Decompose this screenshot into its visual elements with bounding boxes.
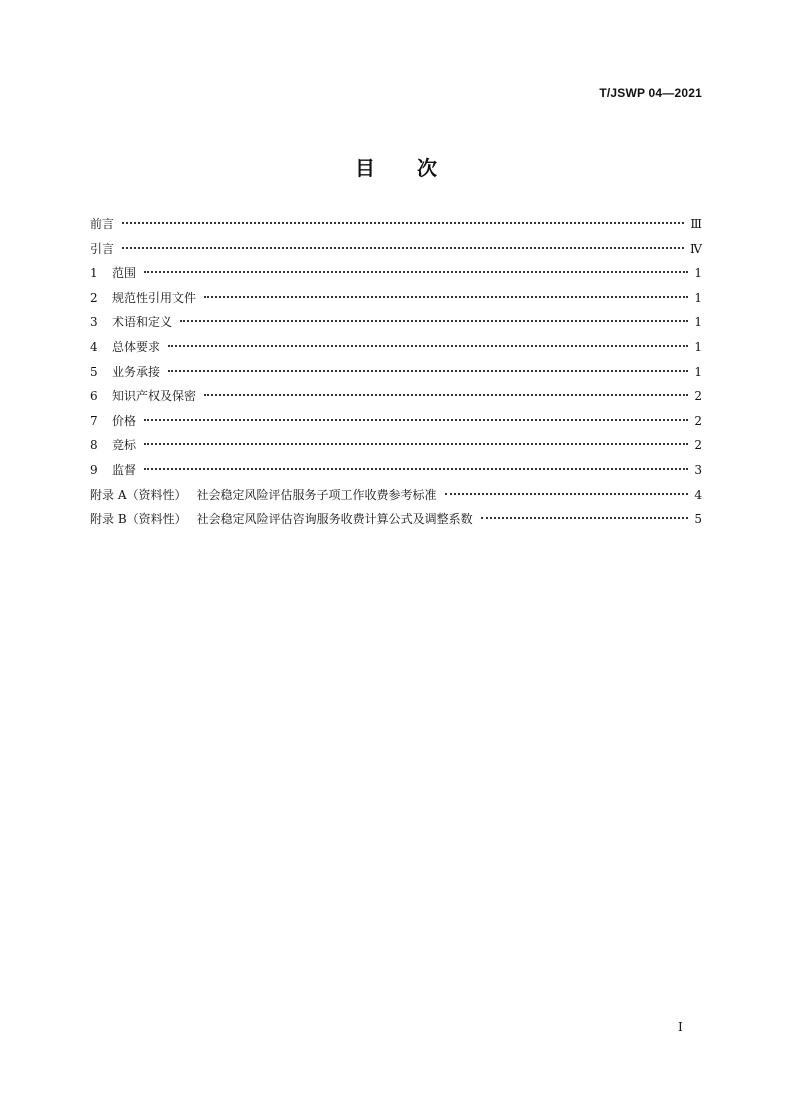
toc-entry-page: 2: [694, 413, 702, 428]
toc-entry-label: [90, 265, 140, 281]
toc-dot-leader: [445, 493, 689, 495]
toc-entry-page: 2: [694, 389, 702, 404]
toc-entry-page: 5: [694, 512, 702, 527]
page-number: I: [678, 1020, 683, 1034]
toc-title: [0, 152, 792, 181]
toc-dot-leader: [481, 517, 688, 519]
toc-entry-page: 4: [694, 487, 702, 502]
toc-entry-number: 9: [90, 462, 98, 477]
toc-entry-text: 价格: [112, 413, 137, 428]
toc-entry-text: 总体要求: [112, 339, 161, 354]
toc-entry-label: [90, 437, 140, 453]
toc-dot-leader: [144, 468, 688, 470]
toc-entry-label: [90, 388, 200, 404]
toc-entry-number: 4: [90, 339, 98, 354]
toc-entry-4[interactable]: [90, 339, 702, 364]
toc-dot-leader: [204, 394, 688, 396]
toc-entry-page: 1: [694, 290, 702, 305]
toc-title-part2: 次: [417, 156, 437, 180]
toc-entry-label: 引言: [90, 241, 115, 256]
toc-entry-label: [90, 339, 164, 355]
toc-entry-label: [90, 511, 477, 527]
toc-entry-page: 1: [694, 339, 702, 354]
toc-entry-text: 社会稳定风险评估咨询服务收费计算公式及调整系数: [196, 512, 473, 527]
toc-entry-number: 3: [90, 315, 98, 330]
toc-entry-label: [90, 413, 140, 429]
toc-entry-2[interactable]: [90, 290, 702, 315]
toc-entry-page: 1: [694, 315, 702, 330]
toc-entry-text: 业务承接: [112, 364, 161, 379]
toc-entry-9[interactable]: [90, 462, 702, 487]
toc-entry-introduction[interactable]: [90, 241, 702, 266]
toc-entry-page: 1: [694, 266, 702, 281]
toc-entry-text: 监督: [112, 462, 137, 477]
toc-entry-number: 8: [90, 438, 98, 453]
toc-dot-leader: [168, 370, 688, 372]
toc-entry-appendix-a[interactable]: [90, 487, 702, 512]
toc-entry-6[interactable]: [90, 388, 702, 413]
toc-entry-number: 6: [90, 389, 98, 404]
toc-entry-1[interactable]: [90, 265, 702, 290]
toc-entry-number: 5: [90, 364, 98, 379]
toc-entry-3[interactable]: [90, 314, 702, 339]
toc-entry-page: 2: [694, 438, 702, 453]
toc-entry-label: [90, 462, 140, 478]
toc-entry-text: 知识产权及保密: [112, 389, 197, 404]
toc-entry-7[interactable]: [90, 413, 702, 438]
toc-title-part1: 目: [355, 156, 375, 180]
toc-dot-leader: [144, 419, 688, 421]
toc-entry-page: 1: [694, 364, 702, 379]
toc-entry-number: 7: [90, 413, 98, 428]
toc-entry-text: 竞标: [112, 438, 137, 453]
toc-list: [90, 216, 702, 536]
toc-entry-text: 范围: [112, 266, 137, 281]
toc-entry-text: 术语和定义: [112, 315, 173, 330]
toc-dot-leader: [144, 443, 688, 445]
toc-entry-label: 前言: [90, 217, 115, 231]
toc-entry-text: 规范性引用文件: [112, 290, 197, 305]
toc-appendix-prefix: 附录 A（资料性）: [90, 487, 187, 502]
toc-appendix-prefix: 附录 B（资料性）: [90, 512, 187, 527]
toc-entry-page: Ⅲ: [690, 217, 702, 231]
toc-entry-label: [90, 290, 200, 306]
toc-dot-leader: [180, 320, 688, 322]
toc-entry-appendix-b[interactable]: [90, 511, 702, 536]
toc-entry-8[interactable]: [90, 437, 702, 462]
toc-entry-text: 社会稳定风险评估服务子项工作收费参考标准: [196, 487, 437, 502]
toc-entry-page: Ⅳ: [690, 241, 702, 256]
toc-dot-leader: [204, 296, 688, 298]
toc-dot-leader: [144, 271, 688, 273]
toc-entry-number: 1: [90, 266, 98, 281]
toc-entry-preface[interactable]: [90, 216, 702, 241]
toc-entry-label: [90, 487, 441, 503]
toc-dot-leader: [122, 247, 684, 249]
document-code: T/JSWP 04—2021: [599, 86, 702, 100]
toc-entry-label: [90, 314, 176, 330]
toc-entry-number: 2: [90, 290, 98, 305]
toc-dot-leader: [122, 222, 684, 224]
toc-entry-5[interactable]: [90, 364, 702, 389]
toc-dot-leader: [168, 345, 688, 347]
toc-entry-page: 3: [694, 462, 702, 477]
toc-entry-label: [90, 364, 164, 380]
